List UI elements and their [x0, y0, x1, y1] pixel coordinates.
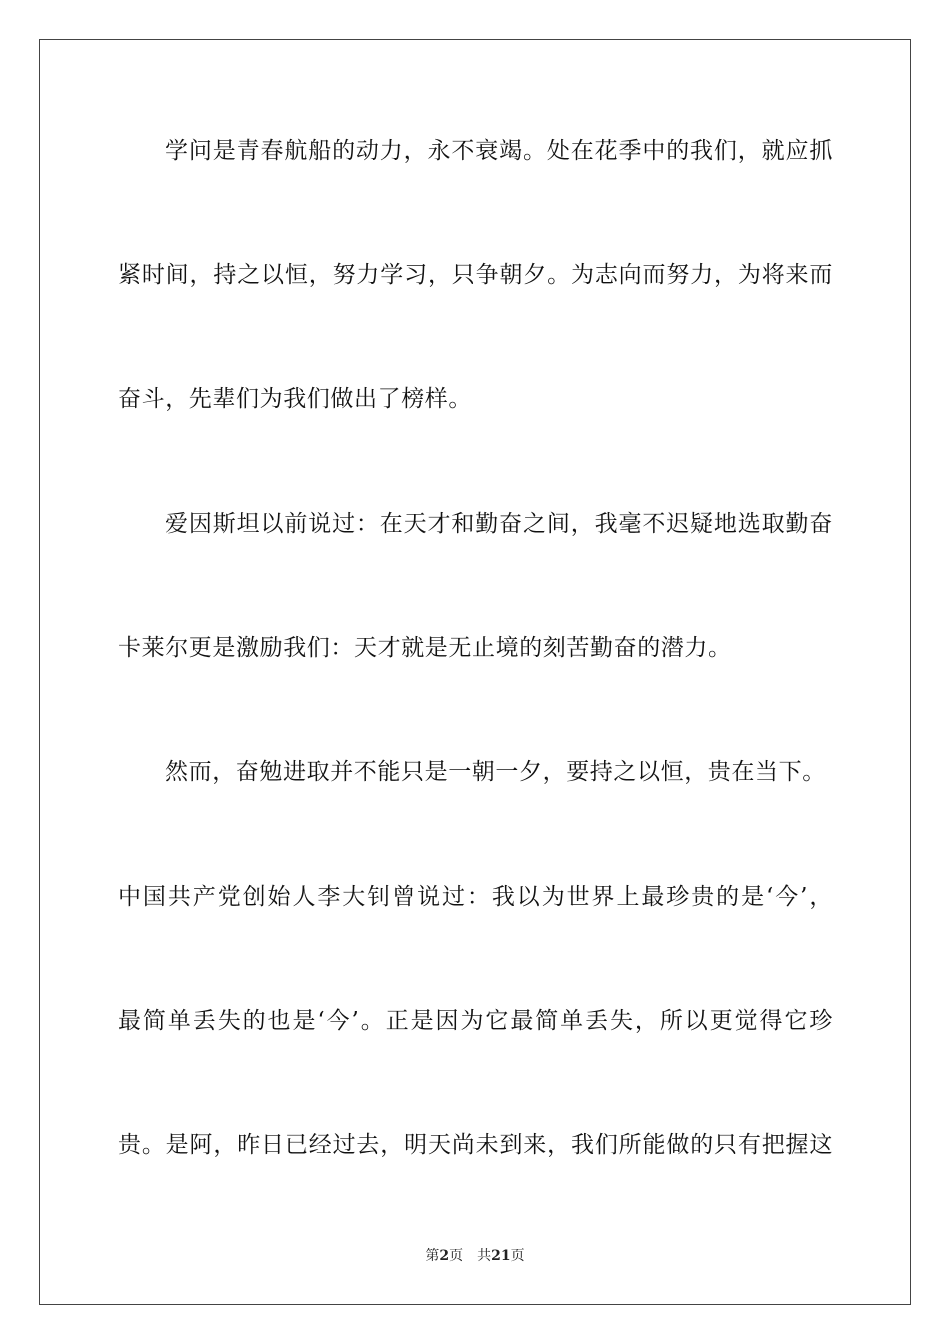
paragraph-line-5: 卡莱尔更是激励我们：天才就是无止境的刻苦勤奋的潜力。 [118, 635, 732, 661]
total-pages: 21 [491, 1248, 511, 1264]
paragraph-line-3: 奋斗，先辈们为我们做出了榜样。 [118, 386, 472, 412]
paragraph-line-4: 爱因斯坦以前说过：在天才和勤奋之间，我毫不迟疑地选取勤奋 [165, 511, 833, 537]
page-suffix: 页 [449, 1248, 464, 1264]
page-footer [0, 1247, 950, 1265]
total-suffix: 页 [510, 1248, 525, 1264]
page-prefix: 第 [425, 1248, 440, 1264]
paragraph-line-7: 中国共产党创始人李大钊曾说过：我以为世界上最珍贵的是‘今’， [118, 884, 833, 910]
page-border [39, 39, 911, 1305]
paragraph-line-1: 学问是青春航船的动力，永不衰竭。处在花季中的我们，就应抓 [165, 138, 833, 164]
paragraph-line-9: 贵。是阿，昨日已经过去，明天尚未到来，我们所能做的只有把握这 [118, 1132, 833, 1158]
paragraph-line-8: 最简单丢失的也是‘今’。正是因为它最简单丢失，所以更觉得它珍 [118, 1008, 833, 1034]
total-prefix: 共 [477, 1248, 492, 1264]
paragraph-line-2: 紧时间，持之以恒，努力学习，只争朝夕。为志向而努力，为将来而 [118, 262, 833, 288]
paragraph-line-6: 然而，奋勉进取并不能只是一朝一夕，要持之以恒，贵在当下。 [165, 759, 826, 785]
page-number: 2 [439, 1248, 450, 1264]
